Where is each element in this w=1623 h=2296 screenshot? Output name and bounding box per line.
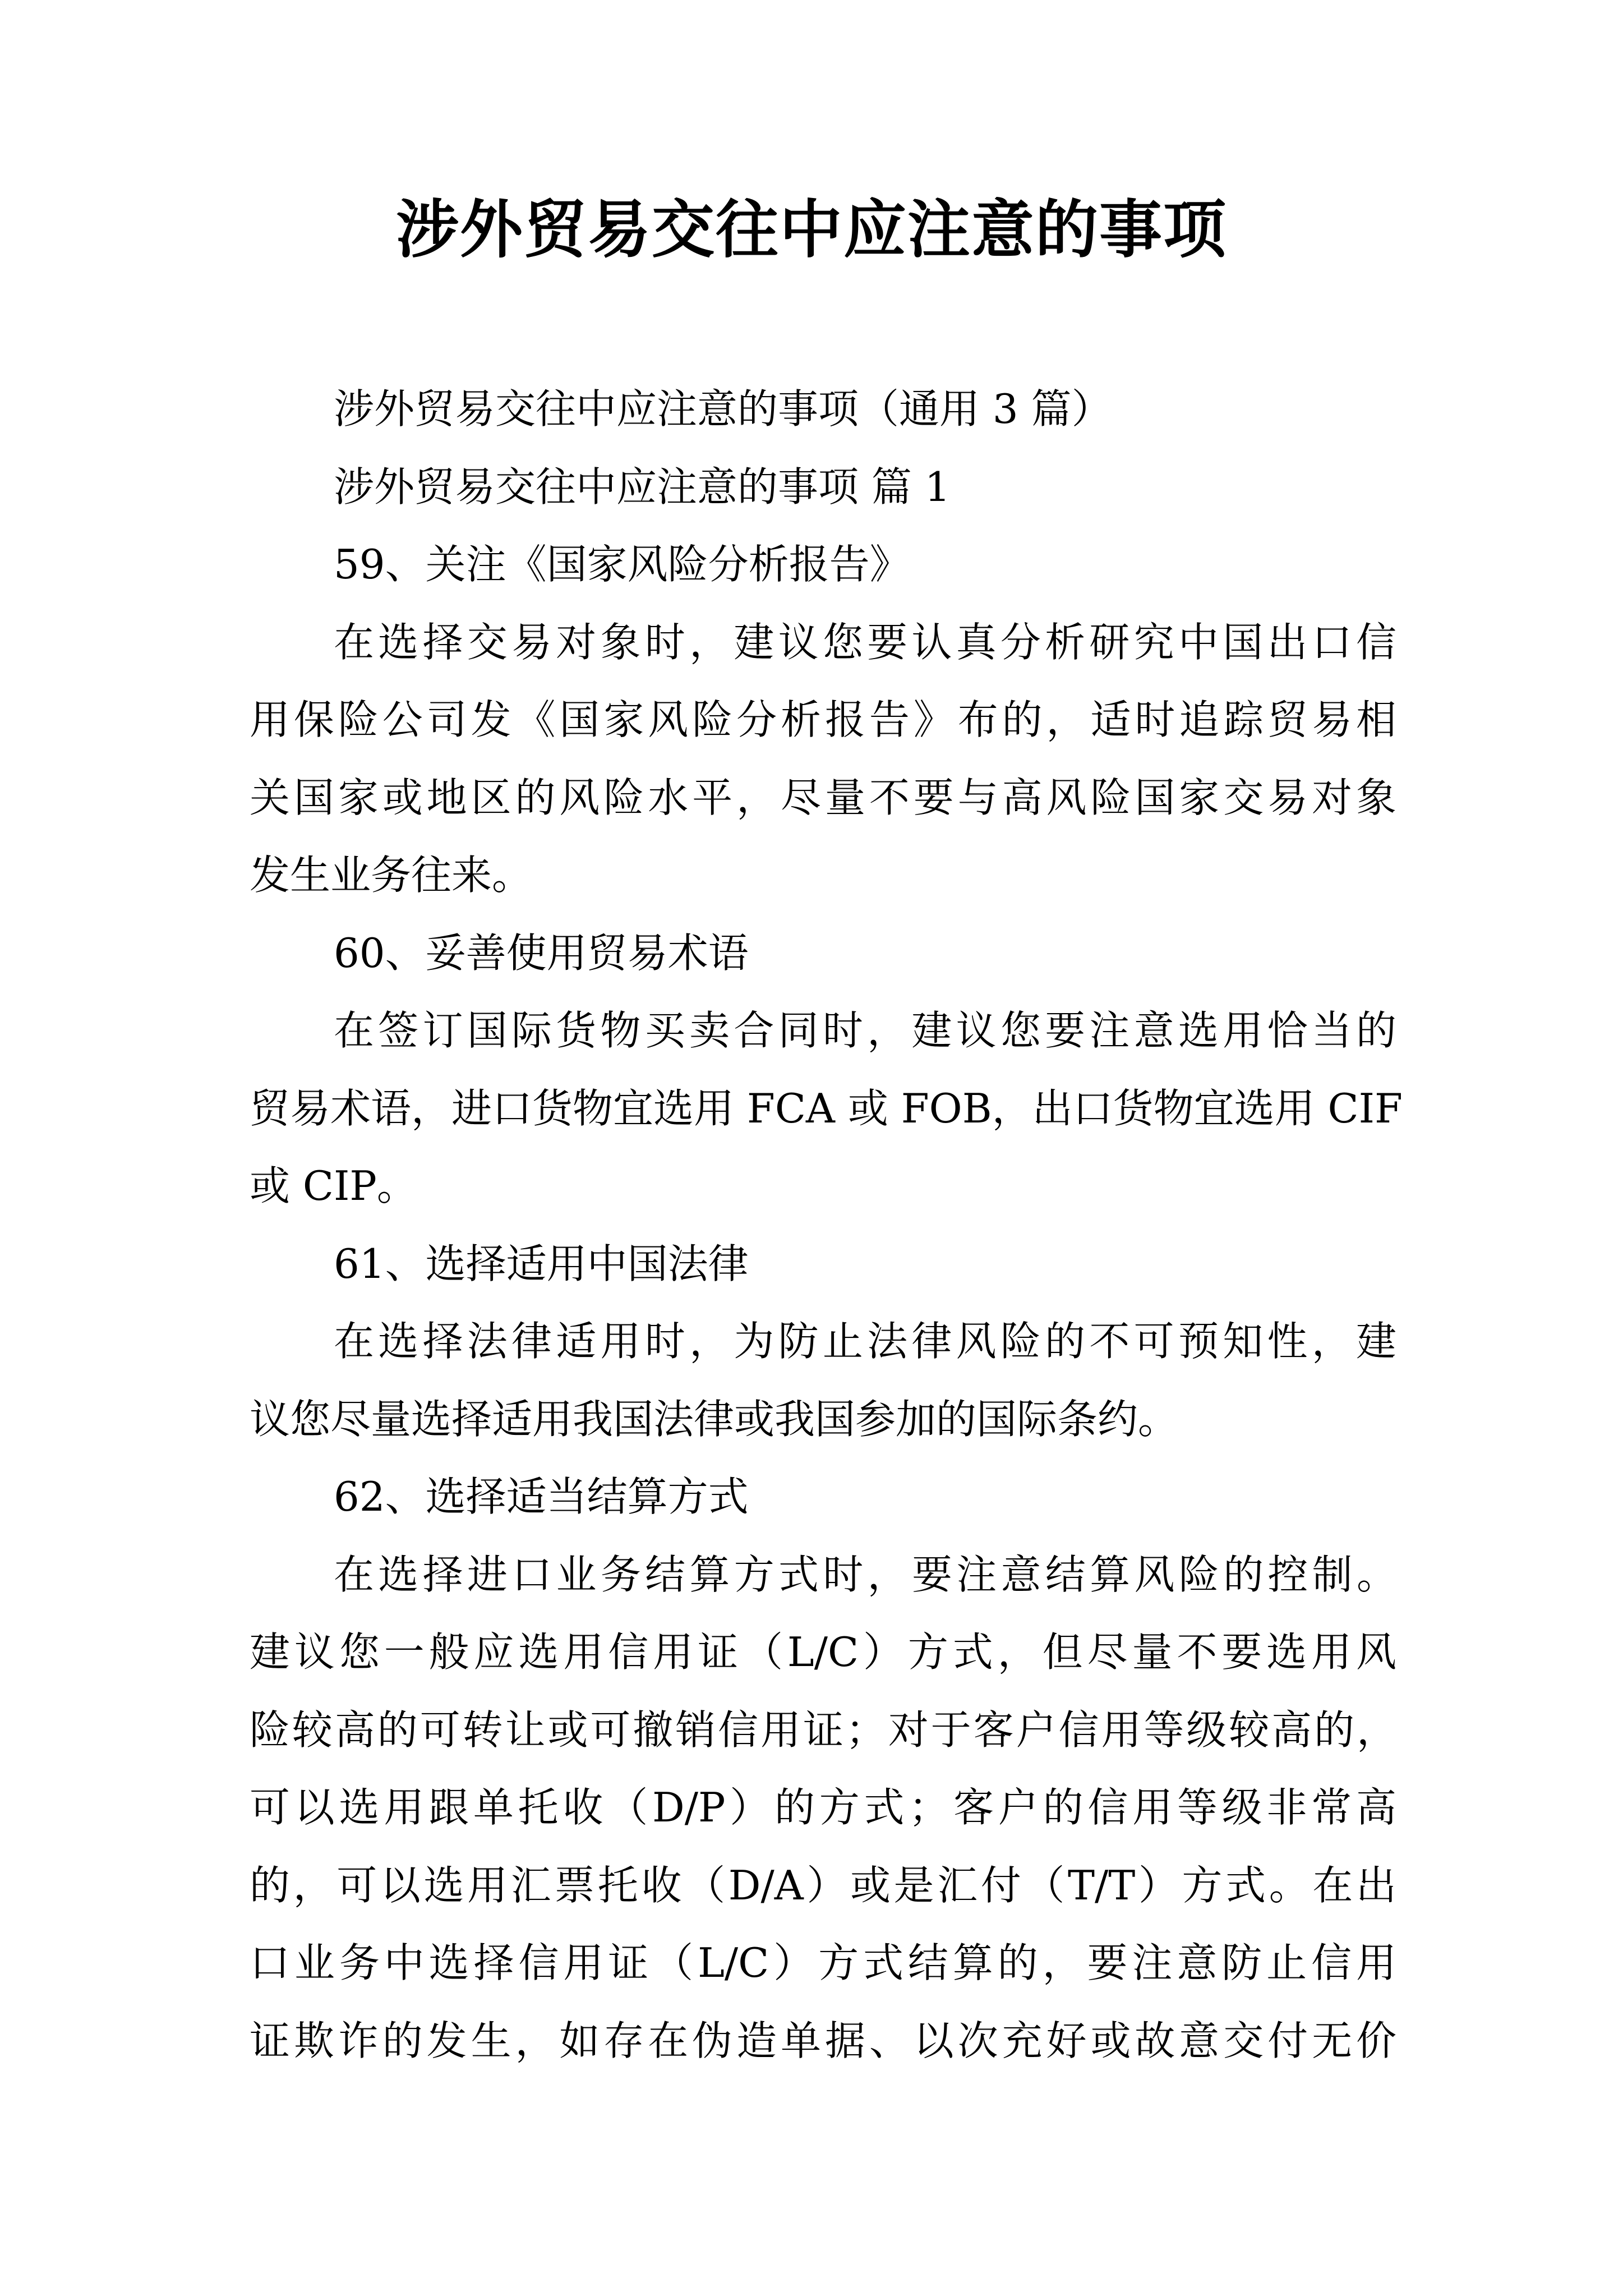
text-line: 在签订国际货物买卖合同时，建议您要注意选用恰当的	[334, 1007, 1396, 1054]
text-line: 或 CIP。	[250, 1162, 417, 1209]
text-line: 建议您一般应选用信用证（L/C）方式，但尽量不要选用风	[250, 1628, 1396, 1676]
text-line: 涉外贸易交往中应注意的事项（通用 3 篇）	[334, 385, 1112, 432]
text-line: 60、妥善使用贸易术语	[334, 929, 749, 977]
text-line: 证欺诈的发生，如存在伪造单据、以次充好或故意交付无价	[250, 2017, 1396, 2064]
text-line: 的，可以选用汇票托收（D/A）或是汇付（T/T）方式。在出	[250, 1861, 1396, 1909]
document-body	[250, 370, 1403, 2079]
text-line: 涉外贸易交往中应注意的事项 篇 1	[334, 463, 951, 510]
text-line: 在选择进口业务结算方式时，要注意结算风险的控制。	[334, 1550, 1396, 1598]
text-line: 用保险公司发《国家风险分析报告》布的，适时追踪贸易相	[250, 696, 1396, 743]
text-line: 61、选择适用中国法律	[334, 1240, 749, 1287]
text-line: 发生业务往来。	[250, 852, 533, 899]
text-line: 62、选择适当结算方式	[334, 1473, 749, 1520]
text-line: 在选择法律适用时，为防止法律风险的不可预知性，建	[334, 1318, 1396, 1365]
text-line: 59、关注《国家风险分析报告》	[334, 541, 910, 588]
text-line: 关国家或地区的风险水平，尽量不要与高风险国家交易对象	[250, 774, 1396, 821]
text-line: 口业务中选择信用证（L/C）方式结算的，要注意防止信用	[250, 1939, 1396, 1986]
text-line: 贸易术语，进口货物宜选用 FCA 或 FOB，出口货物宜选用 CIF	[250, 1084, 1403, 1132]
text-line: 可以选用跟单托收（D/P）的方式；客户的信用等级非常高	[250, 1784, 1396, 1831]
text-line: 险较高的可转让或可撤销信用证；对于客户信用等级较高的，	[250, 1706, 1396, 1754]
page-title: 涉外贸易交往中应注意的事项	[396, 193, 1227, 266]
text-line: 议您尽量选择适用我国法律或我国参加的国际条约。	[250, 1395, 1179, 1443]
text-line: 在选择交易对象时，建议您要认真分析研究中国出口信	[334, 618, 1396, 666]
